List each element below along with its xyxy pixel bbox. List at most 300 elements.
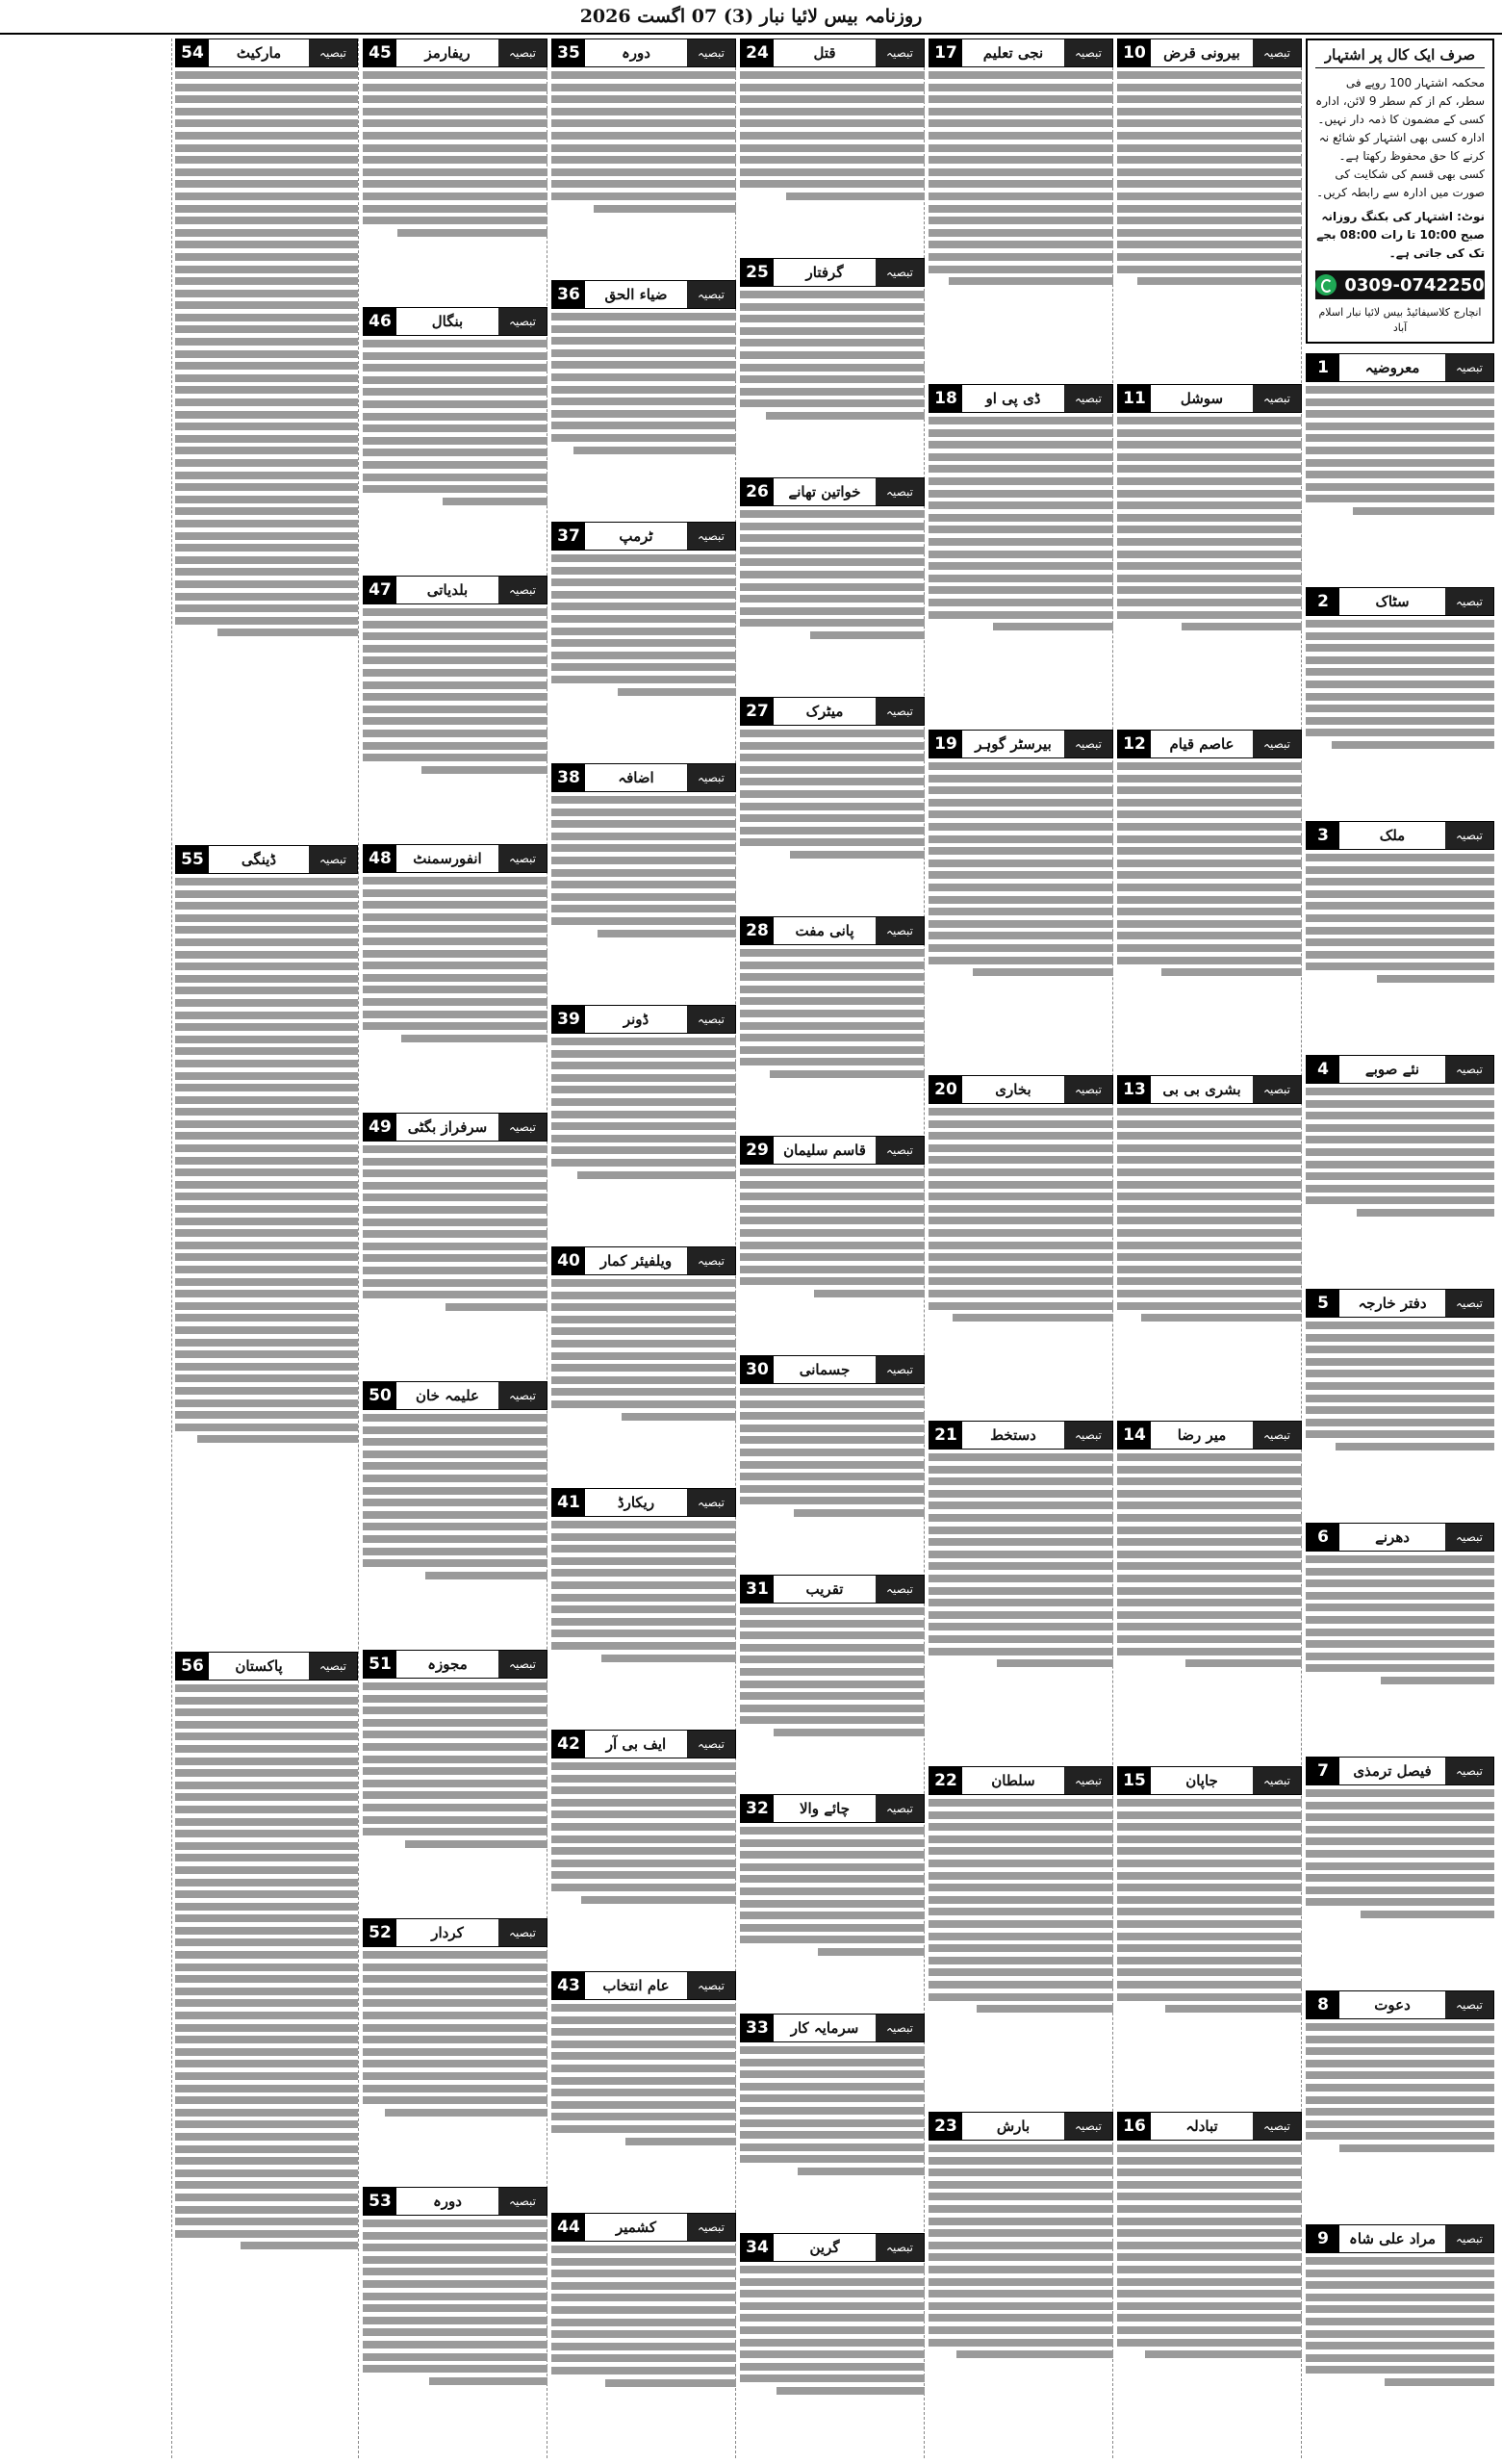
- story-body: [929, 1108, 1113, 1322]
- story-number: 26: [741, 478, 774, 505]
- text-line: [1306, 2257, 1494, 2265]
- text-line: [1117, 1860, 1302, 1867]
- text-line: [363, 2365, 547, 2373]
- text-line: [740, 571, 925, 578]
- text-line: [1306, 2354, 1494, 2362]
- text-line: [363, 192, 547, 200]
- text-line: [929, 2253, 1113, 2261]
- text-line: [363, 1219, 547, 1226]
- story-number: 36: [552, 281, 585, 308]
- text-line: [363, 1559, 547, 1567]
- story-header: [1117, 1075, 1302, 1104]
- news-story: [740, 258, 925, 472]
- text-line: [929, 417, 1113, 424]
- text-line: [929, 453, 1113, 461]
- text-line: [363, 2072, 547, 2080]
- text-line: [175, 951, 358, 959]
- text-line: [551, 1786, 736, 1794]
- story-body: [929, 762, 1113, 976]
- text-line: [1306, 962, 1494, 970]
- text-line: [551, 2016, 736, 2024]
- text-line: [929, 575, 1113, 582]
- text-line: [175, 507, 358, 515]
- text-line: [551, 1316, 736, 1323]
- text-line: [929, 2266, 1113, 2273]
- story-tag: تبصیہ: [687, 281, 735, 308]
- story-tag: تبصیہ: [1445, 1524, 1493, 1551]
- story-body: [1306, 2257, 1494, 2386]
- text-line: [551, 857, 736, 864]
- text-line: [594, 205, 736, 213]
- text-line: [551, 144, 736, 152]
- text-line: [551, 917, 736, 925]
- text-line: [175, 2036, 358, 2043]
- text-line: [929, 71, 1113, 79]
- story-number: 21: [929, 1422, 962, 1449]
- story-body: [929, 2144, 1113, 2358]
- column-stories: [175, 38, 358, 2452]
- text-line: [429, 2377, 547, 2385]
- news-story: [1306, 587, 1494, 815]
- story-tag: تبصیہ: [1253, 1422, 1301, 1449]
- text-line: [1306, 1568, 1494, 1576]
- text-line: [1117, 762, 1302, 770]
- text-line: [929, 1823, 1113, 1831]
- story-header: [740, 1136, 925, 1165]
- text-line: [175, 999, 358, 1007]
- news-story: [551, 763, 736, 999]
- news-story: [1306, 1055, 1494, 1283]
- story-tag: تبصیہ: [687, 2214, 735, 2241]
- text-line: [363, 730, 547, 737]
- text-line: [1137, 277, 1302, 285]
- text-line: [1117, 884, 1302, 891]
- text-line: [1117, 429, 1302, 437]
- text-line: [929, 108, 1113, 116]
- text-line: [175, 1951, 358, 1959]
- text-line: [551, 1388, 736, 1396]
- ad-phone[interactable]: [1315, 270, 1485, 299]
- story-title: معروضیہ: [1364, 359, 1420, 376]
- text-line: [1306, 878, 1494, 886]
- story-header: [740, 2233, 925, 2262]
- news-story: [929, 1421, 1113, 1760]
- text-line: [1117, 1466, 1302, 1474]
- text-line: [363, 1682, 547, 1690]
- text-line: [175, 962, 358, 970]
- text-line: [1306, 644, 1494, 652]
- text-line: [740, 838, 925, 846]
- text-line: [175, 1229, 358, 1237]
- text-line: [1117, 2302, 1302, 2310]
- story-header: [363, 1918, 547, 1947]
- text-line: [1117, 84, 1302, 91]
- text-line: [1117, 1884, 1302, 1891]
- text-line: [929, 908, 1113, 915]
- text-line: [929, 884, 1113, 891]
- story-header: [1117, 38, 1302, 67]
- text-line: [1117, 1205, 1302, 1213]
- text-line: [740, 2094, 925, 2102]
- story-tag: تبصیہ: [309, 39, 357, 66]
- story-title: تبادلہ: [1185, 2118, 1218, 2135]
- text-line: [551, 1303, 736, 1311]
- text-line: [363, 621, 547, 629]
- text-line: [175, 1879, 358, 1886]
- text-line: [929, 1502, 1113, 1509]
- text-line: [363, 962, 547, 969]
- story-header: [740, 1575, 925, 1604]
- text-line: [786, 192, 925, 200]
- story-tag: تبصیہ: [498, 1382, 547, 1409]
- text-line: [929, 192, 1113, 200]
- text-line: [551, 2282, 736, 2290]
- text-line: [740, 1912, 925, 1919]
- text-line: [551, 893, 736, 901]
- text-line: [175, 1314, 358, 1322]
- story-number: 7: [1307, 1758, 1339, 1784]
- text-line: [175, 1242, 358, 1249]
- text-line: [175, 2145, 358, 2153]
- text-line: [929, 1527, 1113, 1534]
- text-line: [175, 2012, 358, 2019]
- text-line: [1306, 1322, 1494, 1329]
- text-line: [175, 1363, 358, 1371]
- text-line: [1117, 1648, 1302, 1656]
- column-stories: [740, 38, 925, 2447]
- text-line: [929, 2339, 1113, 2347]
- story-title: پاکستان: [235, 1657, 283, 1675]
- story-body: [363, 608, 547, 774]
- text-line: [929, 786, 1113, 794]
- text-line: [1117, 192, 1302, 200]
- text-line: [363, 645, 547, 653]
- text-line: [363, 424, 547, 432]
- text-line: [794, 1509, 925, 1517]
- story-tag: تبصیہ: [687, 764, 735, 791]
- text-line: [740, 1692, 925, 1700]
- ad-text: محکمہ اشتہار 100 روپے فی سطر، کم از کم سطر 9 لائن، ادارہ کسی کے مضمون کا ذمہ دار نہیں۔ ادارہ کسی بھی اشتہار کو شائع نہ کرنے کا حق محفوظ رکھتا ہے۔ کسی بھی قسم کی شکایت کی صورت میں ادارہ سے رابطہ کریں۔: [1315, 76, 1485, 199]
- text-line: [551, 1545, 736, 1553]
- text-line: [551, 1605, 736, 1613]
- text-line: [929, 1266, 1113, 1273]
- text-line: [363, 2293, 547, 2300]
- story-title: کشمیر: [616, 2219, 656, 2236]
- text-line: [363, 1426, 547, 1434]
- text-line: [740, 2143, 925, 2151]
- text-line: [363, 1291, 547, 1298]
- text-line: [1306, 1616, 1494, 1624]
- text-line: [363, 1951, 547, 1959]
- text-line: [740, 95, 925, 103]
- text-line: [1117, 1181, 1302, 1189]
- text-line: [929, 1302, 1113, 1310]
- story-body: [1117, 1799, 1302, 2013]
- text-line: [740, 1010, 925, 1017]
- story-number: 47: [364, 577, 396, 603]
- text-line: [1306, 1382, 1494, 1390]
- news-story: [1306, 2224, 1494, 2452]
- text-line: [929, 1648, 1113, 1656]
- text-line: [363, 108, 547, 116]
- text-line: [551, 361, 736, 369]
- text-line: [929, 1635, 1113, 1643]
- text-line: [929, 775, 1113, 783]
- text-line: [551, 2028, 736, 2036]
- text-line: [1117, 266, 1302, 273]
- story-tag: تبصیہ: [687, 523, 735, 550]
- story-title: عاصم قیام: [1169, 735, 1235, 753]
- story-title: جسمانی: [799, 1361, 851, 1378]
- text-line: [1117, 95, 1302, 103]
- text-line: [363, 84, 547, 91]
- story-header: [740, 477, 925, 506]
- news-story: [1306, 1523, 1494, 1751]
- story-header: [740, 2014, 925, 2042]
- text-line: [740, 814, 925, 822]
- text-line: [1306, 1358, 1494, 1366]
- text-line: [363, 669, 547, 677]
- text-line: [1117, 180, 1302, 188]
- story-header: [1117, 730, 1302, 758]
- text-line: [385, 2109, 547, 2117]
- story-tag: تبصیہ: [1445, 1290, 1493, 1317]
- text-line: [1306, 1850, 1494, 1858]
- story-tag: تبصیہ: [1064, 731, 1112, 757]
- text-line: [1306, 1148, 1494, 1156]
- story-tag: تبصیہ: [1445, 2225, 1493, 2252]
- text-line: [929, 1205, 1113, 1213]
- story-title: ملک: [1379, 827, 1406, 844]
- story-tag: تبصیہ: [1253, 1767, 1301, 1794]
- text-line: [1306, 656, 1494, 664]
- newspaper-page: [4, 38, 1498, 2458]
- text-line: [363, 1169, 547, 1177]
- text-line: [929, 1981, 1113, 1989]
- story-header: [551, 280, 736, 309]
- text-line: [929, 932, 1113, 939]
- text-line: [551, 1823, 736, 1831]
- story-body: [551, 2246, 736, 2387]
- story-header: [929, 1766, 1113, 1795]
- text-line: [175, 1938, 358, 1946]
- story-title: ریفارمز: [424, 44, 471, 62]
- story-number: 39: [552, 1006, 585, 1033]
- text-line: [175, 1806, 358, 1813]
- news-story: [929, 1075, 1113, 1415]
- text-line: [1117, 526, 1302, 533]
- text-line: [740, 1266, 925, 1273]
- text-line: [740, 2070, 925, 2078]
- news-story: [929, 1766, 1113, 2106]
- text-line: [1145, 2350, 1302, 2358]
- text-line: [551, 1146, 736, 1154]
- story-header: [175, 845, 358, 874]
- story-tag: تبصیہ: [687, 1006, 735, 1033]
- text-line: [929, 2193, 1113, 2200]
- text-line: [1117, 441, 1302, 449]
- text-line: [929, 1623, 1113, 1630]
- ad-phone-number: 0309-0742250: [1344, 274, 1485, 295]
- news-story: [740, 1794, 925, 2008]
- text-line: [625, 2138, 736, 2145]
- text-line: [1306, 1196, 1494, 1204]
- text-line: [598, 930, 736, 937]
- text-line: [551, 156, 736, 164]
- story-body: [363, 340, 547, 505]
- text-line: [175, 483, 358, 491]
- ad-footer: انچارج کلاسیفائیڈ بیس لائیا نبار اسلام آباد: [1318, 306, 1482, 334]
- text-line: [1117, 514, 1302, 522]
- text-line: [740, 1900, 925, 1908]
- text-line: [1117, 1611, 1302, 1619]
- text-line: [740, 2290, 925, 2297]
- text-line: [551, 1122, 736, 1130]
- text-line: [175, 1866, 358, 1874]
- text-line: [740, 1620, 925, 1628]
- story-number: 17: [929, 39, 962, 66]
- text-line: [1165, 2005, 1302, 2013]
- story-number: 4: [1307, 1056, 1339, 1083]
- text-line: [740, 2278, 925, 2286]
- text-line: [551, 869, 736, 877]
- story-title: ڈی پی او: [985, 390, 1041, 407]
- text-line: [551, 398, 736, 405]
- text-line: [1339, 2144, 1494, 2152]
- text-line: [175, 1684, 358, 1692]
- news-story: [363, 1918, 547, 2181]
- story-body: [1306, 1088, 1494, 1217]
- text-line: [1117, 1477, 1302, 1485]
- text-line: [551, 1569, 736, 1577]
- text-line: [363, 2012, 547, 2019]
- text-line: [175, 1758, 358, 1765]
- news-story: [1117, 1766, 1302, 2106]
- text-line: [363, 2256, 547, 2264]
- text-line: [1306, 1161, 1494, 1168]
- text-line: [929, 1168, 1113, 1176]
- text-line: [551, 2270, 736, 2277]
- text-line: [551, 1799, 736, 1807]
- text-line: [175, 217, 358, 224]
- text-line: [929, 1551, 1113, 1558]
- text-line: [175, 338, 358, 346]
- text-line: [175, 890, 358, 898]
- text-line: [363, 1816, 547, 1824]
- text-line: [740, 2374, 925, 2382]
- text-line: [175, 975, 358, 983]
- text-line: [740, 1607, 925, 1615]
- story-title: بیرونی قرض: [1163, 44, 1240, 62]
- text-line: [551, 180, 736, 188]
- text-line: [175, 2206, 358, 2214]
- text-line: [1117, 253, 1302, 261]
- story-tag: تبصیہ: [498, 308, 547, 335]
- text-line: [175, 604, 358, 612]
- text-line: [1306, 2330, 1494, 2338]
- text-line: [929, 1108, 1113, 1116]
- text-line: [363, 340, 547, 347]
- story-number: 18: [929, 385, 962, 412]
- text-line: [1117, 1847, 1302, 1855]
- text-line: [929, 1587, 1113, 1595]
- story-body: [740, 510, 925, 639]
- text-line: [363, 1267, 547, 1274]
- column-stories: [1117, 38, 1302, 2451]
- text-line: [1306, 1172, 1494, 1180]
- story-title: مراد علی شاہ: [1349, 2230, 1436, 2247]
- text-line: [551, 615, 736, 623]
- story-body: [740, 2266, 925, 2395]
- text-line: [175, 878, 358, 886]
- story-number: 37: [552, 523, 585, 550]
- text-line: [1117, 1551, 1302, 1558]
- text-line: [175, 2133, 358, 2141]
- text-line: [551, 422, 736, 429]
- text-line: [1381, 1677, 1494, 1684]
- story-header: [551, 1246, 736, 1275]
- text-line: [929, 84, 1113, 91]
- text-line: [551, 2319, 736, 2326]
- story-header: [551, 763, 736, 792]
- text-line: [929, 1156, 1113, 1164]
- text-line: [551, 881, 736, 888]
- text-line: [175, 902, 358, 910]
- story-body: [175, 71, 358, 636]
- text-line: [551, 2089, 736, 2096]
- text-line: [740, 1022, 925, 1030]
- text-line: [766, 412, 925, 420]
- text-line: [1306, 1664, 1494, 1672]
- text-line: [551, 1292, 736, 1299]
- ad-note: نوٹ: اشتہار کی بکنگ روزانہ صبح 10:00 تا رات 08:00 بجے تک کی جاتی ہے۔: [1316, 210, 1485, 260]
- text-line: [363, 1487, 547, 1495]
- text-line: [363, 1731, 547, 1738]
- text-line: [363, 913, 547, 921]
- text-line: [363, 413, 547, 421]
- story-number: 38: [552, 764, 585, 791]
- text-line: [551, 1159, 736, 1167]
- story-body: [551, 796, 736, 937]
- story-title: چائے والا: [800, 1800, 850, 1817]
- story-number: 30: [741, 1356, 774, 1383]
- text-line: [363, 2328, 547, 2336]
- text-line: [175, 1060, 358, 1067]
- text-line: [551, 2354, 736, 2362]
- classified-ad-box: [1306, 38, 1494, 344]
- text-line: [175, 156, 358, 164]
- text-line: [175, 423, 358, 430]
- news-story: [175, 845, 358, 1646]
- news-story: [740, 2233, 925, 2447]
- text-line: [929, 1538, 1113, 1546]
- text-line: [740, 754, 925, 761]
- story-header: [551, 2213, 736, 2242]
- text-line: [929, 180, 1113, 188]
- text-line: [363, 1279, 547, 1287]
- text-line: [1306, 902, 1494, 910]
- text-line: [740, 1424, 925, 1432]
- text-line: [1306, 1640, 1494, 1648]
- story-number: 43: [552, 1972, 585, 1999]
- text-line: [363, 1254, 547, 1262]
- text-line: [929, 871, 1113, 879]
- text-line: [1117, 1242, 1302, 1249]
- text-line: [929, 2205, 1113, 2213]
- story-tag: تبصیہ: [687, 1731, 735, 1758]
- text-line: [929, 1799, 1113, 1807]
- text-line: [363, 2232, 547, 2240]
